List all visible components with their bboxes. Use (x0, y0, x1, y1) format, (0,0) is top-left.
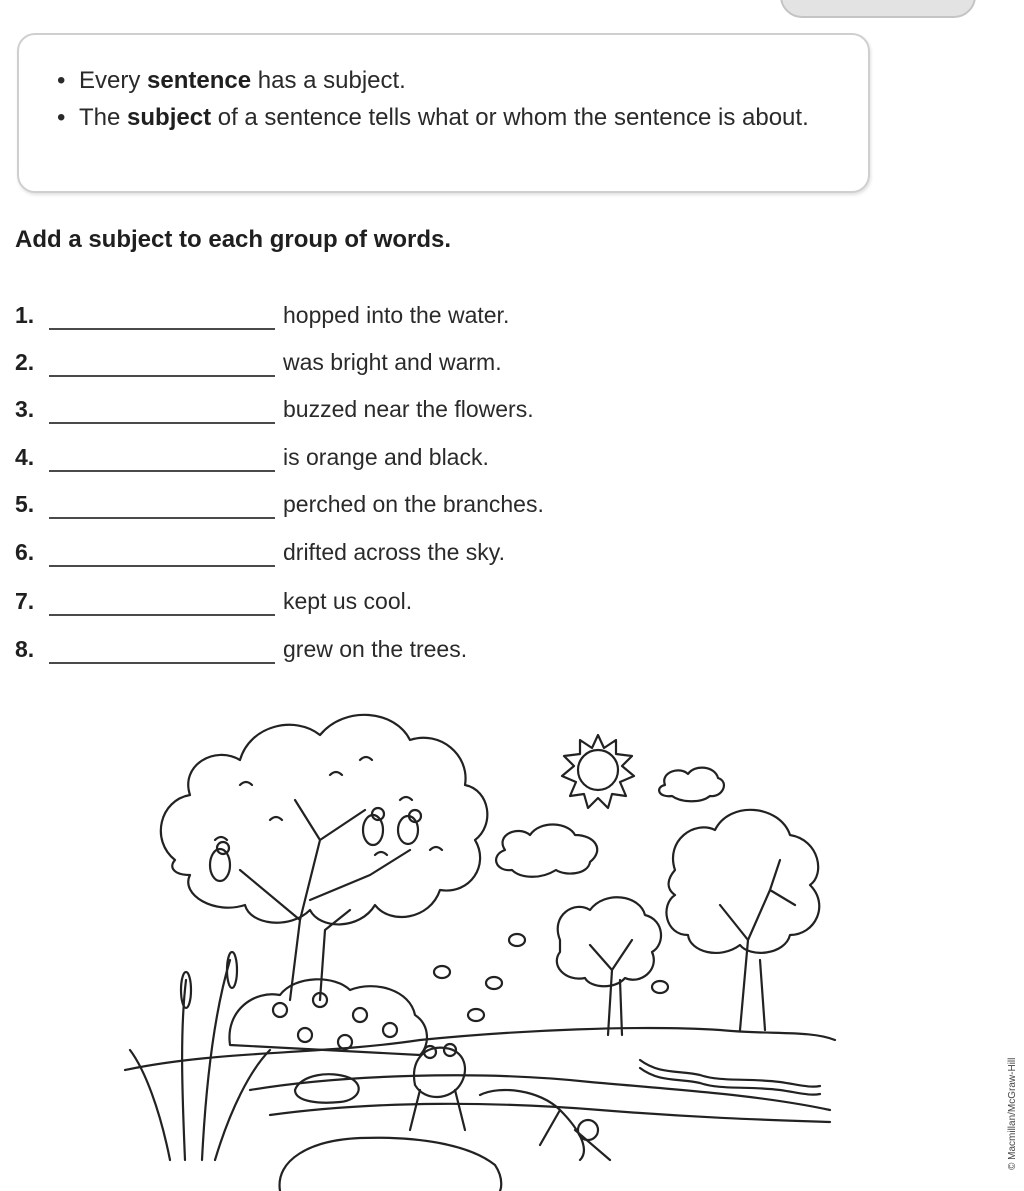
exercise-item-8 (15, 636, 715, 672)
cattail-icon (130, 952, 270, 1160)
answer-blank[interactable] (49, 375, 275, 377)
exercise-item-3 (15, 396, 715, 432)
item-predicate: buzzed near the flowers. (283, 396, 534, 422)
exercise-item-4 (15, 444, 715, 480)
item-predicate: is orange and black. (283, 444, 489, 470)
small-tree-icon (557, 897, 661, 1035)
instruction-heading: Add a subject to each group of words. (15, 226, 452, 253)
rule-bullet-1: • Every sentence has a subject. (79, 62, 839, 99)
answer-blank[interactable] (49, 517, 275, 519)
exercise-item-5 (15, 491, 715, 527)
item-number: 1. (15, 302, 35, 328)
sun-icon (562, 735, 634, 808)
exercise-item-7 (15, 588, 715, 624)
cloud-icon (659, 768, 724, 802)
item-predicate: grew on the trees. (283, 636, 468, 662)
copyright-notice: © Macmillan/McGraw-Hill (1007, 1057, 1018, 1170)
item-predicate: perched on the branches. (283, 491, 544, 517)
item-number: 6. (15, 539, 35, 565)
ground-line (125, 1028, 835, 1070)
snake-icon (640, 1060, 820, 1087)
item-number: 8. (15, 636, 35, 662)
rule-bullet-2: • The subject of a sentence tells what or whom the sentence is about. (79, 99, 839, 136)
item-number: 2. (15, 349, 35, 375)
bee-icon (434, 934, 668, 1021)
answer-blank[interactable] (49, 422, 275, 424)
item-number: 5. (15, 491, 35, 517)
item-predicate: was bright and warm. (283, 349, 502, 375)
exercise-item-6 (15, 539, 715, 575)
item-number: 3. (15, 396, 35, 422)
item-predicate: hopped into the water. (283, 302, 510, 328)
answer-blank[interactable] (49, 662, 275, 664)
tree-icon (666, 810, 819, 1030)
answer-blank[interactable] (49, 328, 275, 330)
exercise-item-2 (15, 349, 715, 385)
large-tree-icon (161, 715, 488, 1000)
bullet-icon: • (57, 104, 66, 131)
item-predicate: drifted across the sky. (283, 539, 505, 565)
item-number: 7. (15, 588, 35, 614)
nature-scene-illustration (120, 690, 840, 1191)
answer-blank[interactable] (49, 614, 275, 616)
grammar-rule-box (17, 33, 870, 193)
item-number: 4. (15, 444, 35, 470)
bullet-icon: • (57, 67, 66, 94)
item-predicate: kept us cool. (283, 588, 413, 614)
rock-icon (280, 1138, 502, 1191)
answer-blank[interactable] (49, 565, 275, 567)
page-corner-tab (780, 0, 976, 18)
answer-blank[interactable] (49, 470, 275, 472)
rock-icon (295, 1074, 359, 1102)
exercise-item-1 (15, 302, 715, 338)
cloud-icon (496, 824, 597, 876)
